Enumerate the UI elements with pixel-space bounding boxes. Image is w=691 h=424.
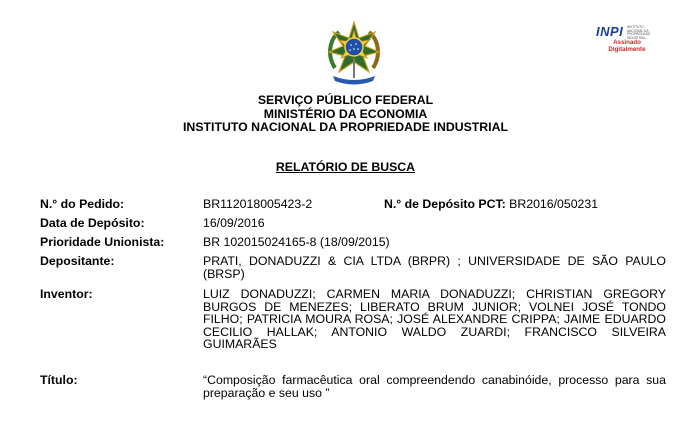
brazil-coat-of-arms-emblem bbox=[325, 20, 383, 86]
pct-label: N.° de Depósito PCT: bbox=[384, 197, 506, 211]
depositante-value: PRATI, DONADUZZI & CIA LTDA (BRPR) ; UNIVERSIDADE DE SÃO PAULO (BRSP) bbox=[203, 254, 666, 281]
prioridade-label: Prioridade Unionista: bbox=[40, 235, 165, 249]
data-deposito-label: Data de Depósito: bbox=[40, 216, 145, 230]
titulo-value: “Composição farmacêutica oral compreendendo canabinóide, processo para sua preparação e seu uso ” bbox=[203, 373, 666, 400]
signed-line-2: Digitalmente bbox=[608, 46, 646, 53]
inpi-logo-text: INPI bbox=[596, 24, 624, 39]
depositante-label: Depositante: bbox=[40, 254, 115, 268]
inpi-logo-subtitle: INSTITUTO NACIONAL DA PROPRIEDADE INDUSTRIAL bbox=[627, 25, 651, 40]
pct-group bbox=[384, 198, 598, 211]
pedido-value: BR112018005423-2 bbox=[203, 197, 313, 211]
header-institute: INSTITUTO NACIONAL DA PROPRIEDADE INDUSTRIAL bbox=[183, 120, 508, 134]
inventor-label: Inventor: bbox=[40, 287, 93, 301]
report-title: RELATÓRIO DE BUSCA bbox=[275, 160, 416, 174]
titulo-label: Título: bbox=[40, 373, 78, 387]
pedido-label: N.° do Pedido: bbox=[40, 197, 125, 211]
data-deposito-value: 16/09/2016 bbox=[203, 216, 265, 230]
header-service: SERVIÇO PÚBLICO FEDERAL bbox=[257, 93, 434, 107]
signed-line-1: Assinado bbox=[613, 39, 641, 46]
pct-value: BR2016/050231 bbox=[509, 197, 599, 211]
inpi-logo bbox=[596, 24, 658, 58]
header-ministry: MINISTÉRIO DA ECONOMIA bbox=[263, 106, 428, 121]
prioridade-value: BR 102015024165-8 (18/09/2015) bbox=[203, 235, 390, 249]
digitally-signed-stamp bbox=[602, 39, 652, 53]
inventor-value: LUIZ DONADUZZI; CARMEN MARIA DONADUZZI; CHRISTIAN GREGORY BURGOS DE MENEZES; LIBERATO BRUM JUNIOR; VOLNEI JOSÉ TONDO FILHO; PATRICIA MOURA ROSA; JOSÉ ALEXANDRE CRIPPA; JAIME EDUARDO CECILIO HALLAK; ANTONIO WALDO ZUARDI; FRANCISCO SILVEIRA GUIMARÃES bbox=[203, 287, 666, 351]
